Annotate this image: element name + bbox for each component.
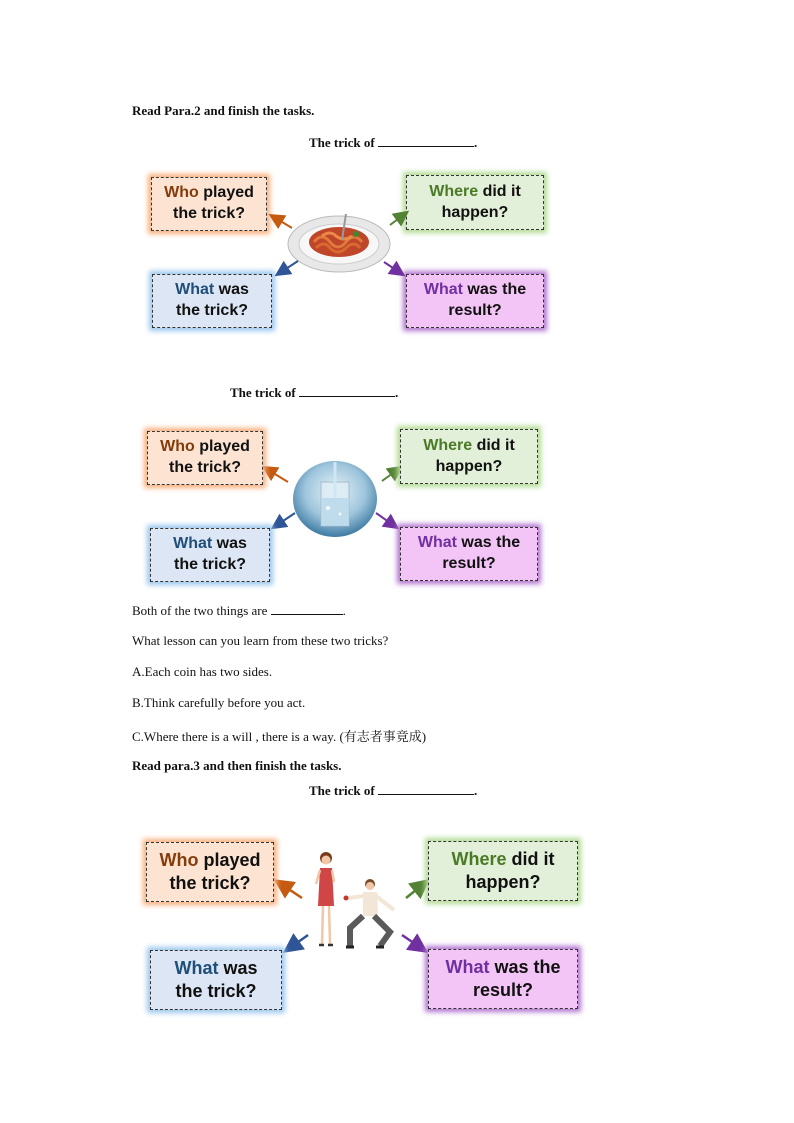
where-happen-box: Where did it happen? xyxy=(428,841,578,901)
trick-title-1: The trick of . xyxy=(309,135,478,150)
lesson-question: What lesson can you learn from these two tricks? xyxy=(132,633,389,648)
what-result-box: What was the result? xyxy=(428,949,578,1009)
option-a[interactable]: A.Each coin has two sides. xyxy=(132,664,273,679)
what-result-box: What was the result? xyxy=(400,527,538,581)
trick-title-2: The trick of . xyxy=(230,385,399,400)
proposal-couple-icon xyxy=(308,848,404,952)
where-happen-box: Where did it happen? xyxy=(400,429,538,484)
both-things-line: Both of the two things are . xyxy=(132,603,346,618)
where-happen-box: Where did it happen? xyxy=(406,175,544,230)
answer-blank[interactable] xyxy=(378,782,474,795)
answer-blank[interactable] xyxy=(299,384,395,397)
option-c[interactable]: C.Where there is a will , there is a way. (有志者事竟成) xyxy=(132,729,427,744)
who-played-box: Who played the trick? xyxy=(147,431,263,485)
who-played-box: Who played the trick? xyxy=(151,177,267,231)
answer-blank[interactable] xyxy=(271,602,343,615)
trick-label: The trick of xyxy=(230,385,296,400)
section-heading-para3: Read para.3 and then finish the tasks. xyxy=(132,758,342,773)
what-result-box: What was the result? xyxy=(406,274,544,328)
who-played-box: Who played the trick? xyxy=(146,842,274,902)
section-heading-para2: Read Para.2 and finish the tasks. xyxy=(132,103,315,118)
water-glass-icon xyxy=(292,460,378,538)
trick-label: The trick of xyxy=(309,783,375,798)
what-trick-box: What was the trick? xyxy=(152,274,272,328)
what-trick-box: What was the trick? xyxy=(150,950,282,1010)
trick-label: The trick of xyxy=(309,135,375,150)
trick-title-3: The trick of . xyxy=(309,783,478,798)
what-trick-box: What was the trick? xyxy=(150,528,270,582)
option-b[interactable]: B.Think carefully before you act. xyxy=(132,695,306,710)
